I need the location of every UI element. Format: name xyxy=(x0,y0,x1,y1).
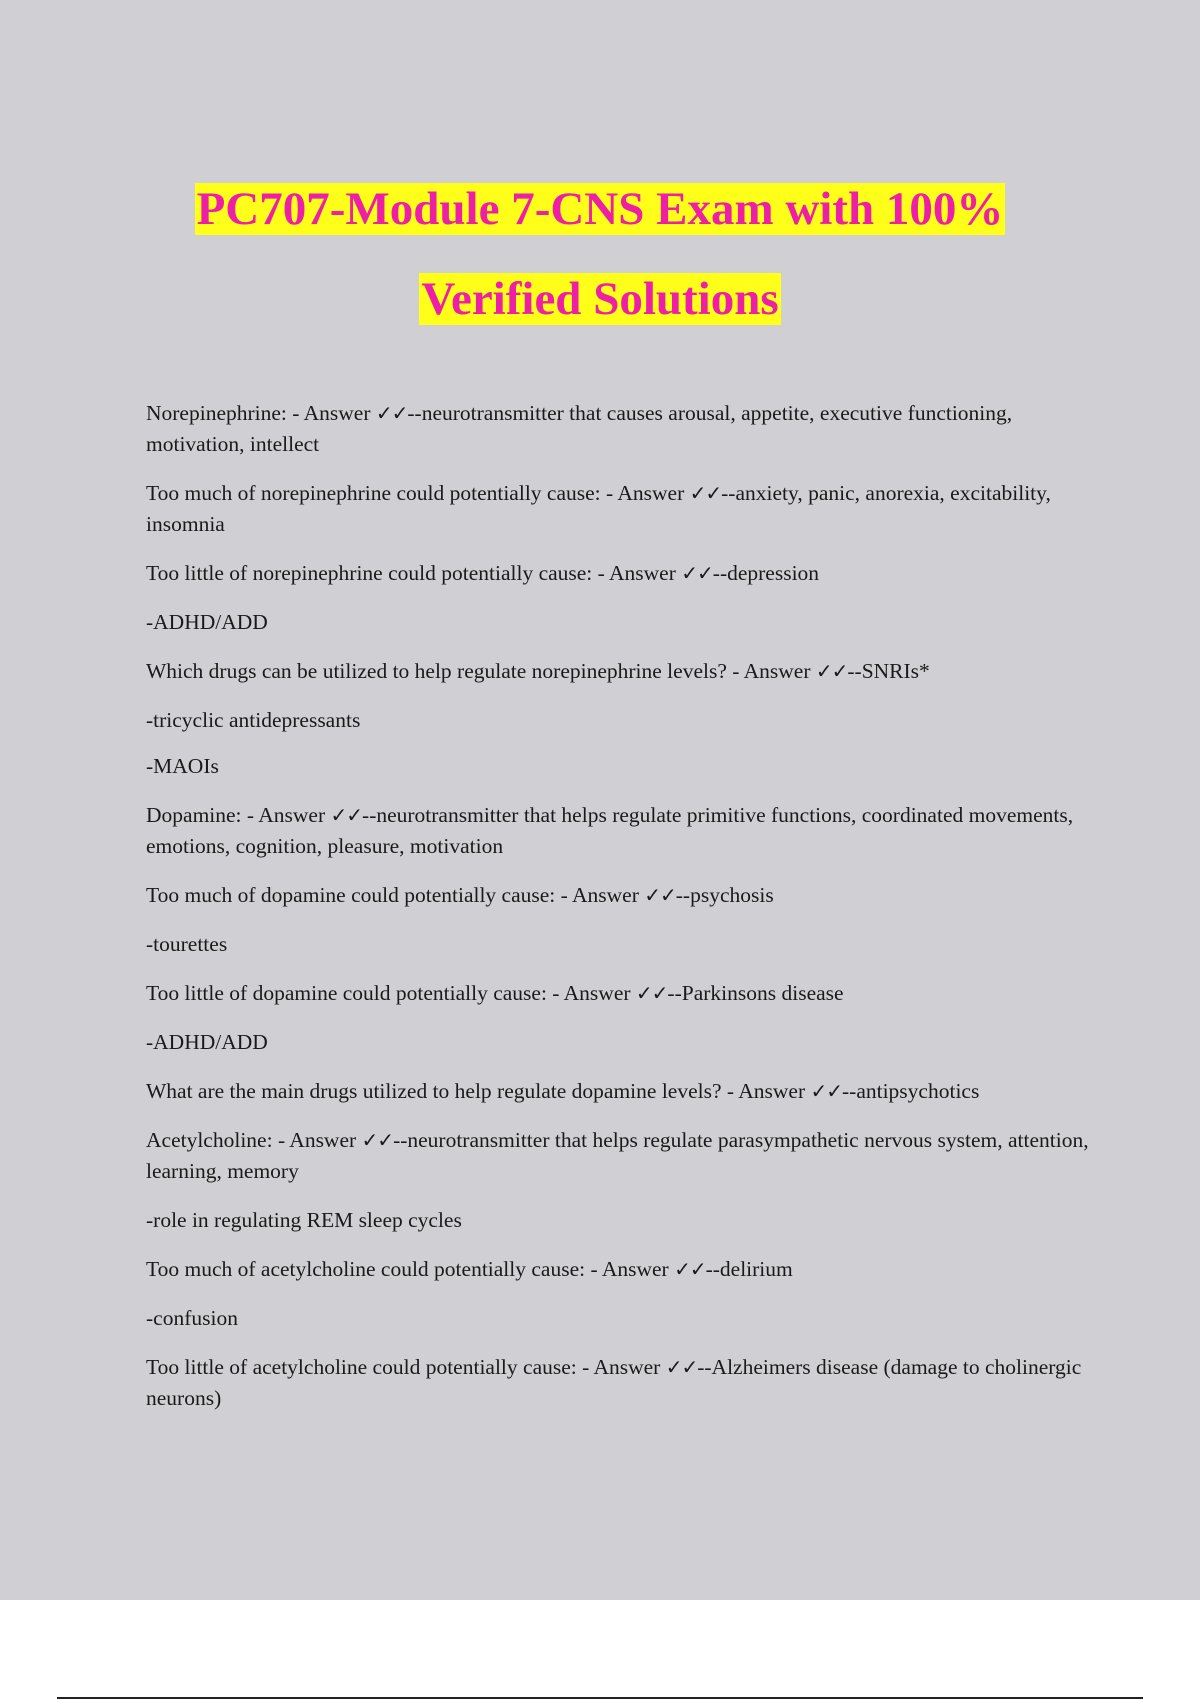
check-mark-icon: ✓✓ xyxy=(674,1257,706,1281)
title-line-1: PC707-Module 7-CNS Exam with 100% xyxy=(196,183,1004,235)
check-mark-icon: ✓✓ xyxy=(644,883,676,907)
qa-paragraph xyxy=(146,1125,1096,1187)
answer-text: --Alzheimers disease (damage to cholinergic neurons) xyxy=(146,1355,1082,1410)
answer-text: --neurotransmitter that helps regulate primitive functions, coordinated movements, emotions, cognition, pleasure, motivation xyxy=(146,803,1074,858)
check-mark-icon: ✓✓ xyxy=(375,401,408,425)
question-text: Acetylcholine: - Answer xyxy=(146,1128,362,1152)
qa-paragraph xyxy=(146,978,1096,1009)
title-line-2: Verified Solutions xyxy=(421,273,779,325)
qa-paragraph xyxy=(146,1352,1096,1414)
answer-text: --Parkinsons disease xyxy=(667,981,844,1005)
list-line: -role in regulating REM sleep cycles xyxy=(146,1208,462,1232)
answer-text: --anxiety, panic, anorexia, excitability, insomnia xyxy=(146,481,1051,536)
question-text: Too much of norepinephrine could potentially cause: - Answer xyxy=(146,481,690,505)
document-body xyxy=(146,398,1096,1432)
check-mark-icon: ✓✓ xyxy=(815,659,848,683)
qa-paragraph xyxy=(146,1254,1096,1285)
question-text: Dopamine: - Answer xyxy=(146,803,331,827)
question-text: Which drugs can be utilized to help regulate norepinephrine levels? - Answer xyxy=(146,659,816,683)
qa-paragraph xyxy=(146,656,1096,687)
check-mark-icon: ✓✓ xyxy=(361,1128,394,1152)
qa-paragraph xyxy=(146,398,1096,460)
qa-paragraph xyxy=(146,558,1096,589)
question-text: What are the main drugs utilized to help regulate dopamine levels? - Answer xyxy=(146,1079,811,1103)
list-line: -tricyclic antidepressants xyxy=(146,708,361,732)
document-title xyxy=(0,164,1200,344)
check-mark-icon: ✓✓ xyxy=(635,981,668,1005)
question-text: Norepinephrine: - Answer xyxy=(146,401,376,425)
list-line: -ADHD/ADD xyxy=(146,1030,268,1054)
qa-paragraph xyxy=(146,880,1096,911)
check-mark-icon: ✓✓ xyxy=(681,561,713,585)
list-line: -MAOIs xyxy=(146,754,219,778)
check-mark-icon: ✓✓ xyxy=(330,803,363,827)
footer-divider xyxy=(57,1697,1143,1699)
question-text: Too much of acetylcholine could potentially cause: - Answer xyxy=(146,1257,675,1281)
question-text: Too much of dopamine could potentially cause: - Answer xyxy=(146,883,645,907)
list-line: -confusion xyxy=(146,1306,238,1330)
question-text: Too little of acetylcholine could potentially cause: - Answer xyxy=(146,1355,666,1379)
qa-paragraph xyxy=(146,800,1096,862)
answer-text: --neurotransmitter that helps regulate parasympathetic nervous system, attention, learning, memory xyxy=(146,1128,1089,1183)
check-mark-icon: ✓✓ xyxy=(665,1355,698,1379)
list-line: -ADHD/ADD xyxy=(146,610,268,634)
question-text: Too little of norepinephrine could potentially cause: - Answer xyxy=(146,561,682,585)
check-mark-icon: ✓✓ xyxy=(810,1079,842,1103)
question-text: Too little of dopamine could potentially cause: - Answer xyxy=(146,981,636,1005)
qa-paragraph xyxy=(146,1076,1096,1107)
list-line: -tourettes xyxy=(146,932,228,956)
answer-text: --SNRIs* xyxy=(847,659,930,683)
check-mark-icon: ✓✓ xyxy=(689,481,722,505)
answer-text: --depression xyxy=(712,561,820,585)
answer-text: --antipsychotics xyxy=(842,1079,980,1103)
answer-text: --psychosis xyxy=(675,883,774,907)
qa-paragraph xyxy=(146,478,1096,540)
answer-text: --delirium xyxy=(705,1257,793,1281)
answer-text: --neurotransmitter that causes arousal, appetite, executive functioning, motivation, intellect xyxy=(146,401,1013,456)
